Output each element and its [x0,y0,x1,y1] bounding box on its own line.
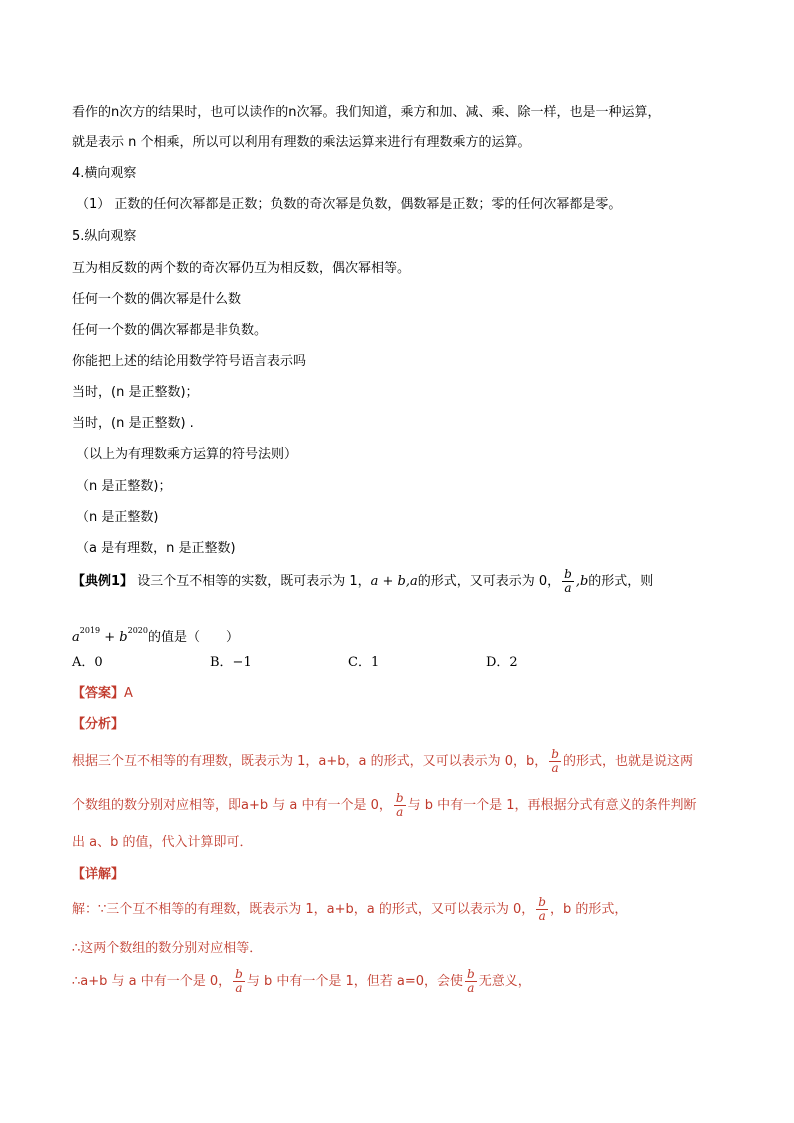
fraction-b-over-a: $\frac{b}{a}$ [395,791,404,819]
option-d: D．2 [486,655,518,670]
example-question-tail: 的值是（ ） [147,630,239,645]
section-5-line: 任何一个数的偶次幂都是非负数。 [72,323,268,338]
option-a: A．0 [72,655,103,670]
section-4-item-1: （1） 正数的任何次幂都是正数；负数的奇次幂是负数，偶数幂是正数；零的任何次幂都是零。 [76,197,622,212]
detail-label: 【详解】 [72,867,125,882]
detail-line-1: 解：∵三个互不相等的有理数，既表示为 1，a+b，a 的形式，又可以表示为 0， $\frac{b}{a}$ ，b 的形式， [72,895,628,923]
example-text-d: 的形式，则 [588,574,654,589]
section-5-line: 互为相反数的两个数的奇次幂仍互为相反数，偶次幂相等。 [72,261,411,276]
section-5-heading: 5.纵向观察 [72,229,137,244]
analysis-line-3: 出 a、b 的值，代入计算即可． [72,835,253,850]
fraction-b-over-a: $\frac{b}{a}$ [235,967,243,995]
example-question-line-2 [72,622,239,647]
example-text-a: 设三个互不相等的实数，既可表示为 1， [137,574,371,589]
section-5-line: （n 是正整数)； [76,479,172,494]
detail-line-3: ∴a+b 与 a 中有一个是 0， $\frac{b}{a}$ 与 b 中有一个是 1，但若 a=0，会使 $\frac{b}{a}$ 无意义， [72,967,531,995]
option-b: B．−1 [210,655,252,670]
analysis-line-2: 个数组的数分别对应相等，即a+b 与 a 中有一个是 0， $\frac{b}{a}$ 与 b 中有一个是 1，再根据分式有意义的条件判断 [72,791,697,819]
section-5-line: 你能把上述的结论用数学符号语言表示吗 [72,354,307,369]
power-expression: $a^{2019} + b^{2020}$ [72,626,148,645]
answer-label: 【答案】 [72,686,125,701]
section-5-line: （a 是有理数，n 是正整数) [76,541,236,556]
section-5-line: 任何一个数的偶次幂是什么数 [72,292,242,307]
analysis-line-1: 根据三个互不相等的有理数，既表示为 1，a+b，a 的形式，又可以表示为 0，b， $\frac{b}{a}$ 的形式，也就是说这两 [72,747,693,775]
detail-line-2: ∴这两个数组的数分别对应相等． [72,941,263,956]
intro-line-2: 就是表示 n 个相乘，所以可以利用有理数的乘法运算来进行有理数乘方的运算。 [72,135,531,150]
section-5-line: 当时，(n 是正整数)； [72,385,199,400]
example-question-line-1 [72,568,653,595]
fraction-b-over-a: $\frac{b}{a}$ [467,967,475,995]
example-text-b: 的形式，又可表示为 0， [417,574,561,589]
fraction-b-over-a: $\frac{b}{a}$ [564,567,572,595]
section-5-line: （n 是正整数) [76,510,159,525]
answer-value: A [124,686,133,701]
example-tag: 【典例1】 [72,574,134,589]
example-expr-1: a + b,a [370,574,418,589]
analysis-label: 【分析】 [72,717,125,732]
intro-line-1: 看作的n次方的结果时，也可以读作的n次幂。我们知道，乘方和加、减、乘、除一样，也是一种运算， [72,105,661,120]
section-5-line: 当时，(n 是正整数) . [72,416,194,431]
option-c: C．1 [348,655,380,670]
answer-line [72,685,133,703]
section-5-line: （以上为有理数乘方运算的符号法则） [76,447,298,462]
section-4-heading: 4.横向观察 [72,166,137,181]
fraction-b-over-a: $\frac{b}{a}$ [551,747,559,775]
fraction-b-over-a: $\frac{b}{a}$ [538,895,546,923]
example-text-c: ,b [575,574,589,589]
